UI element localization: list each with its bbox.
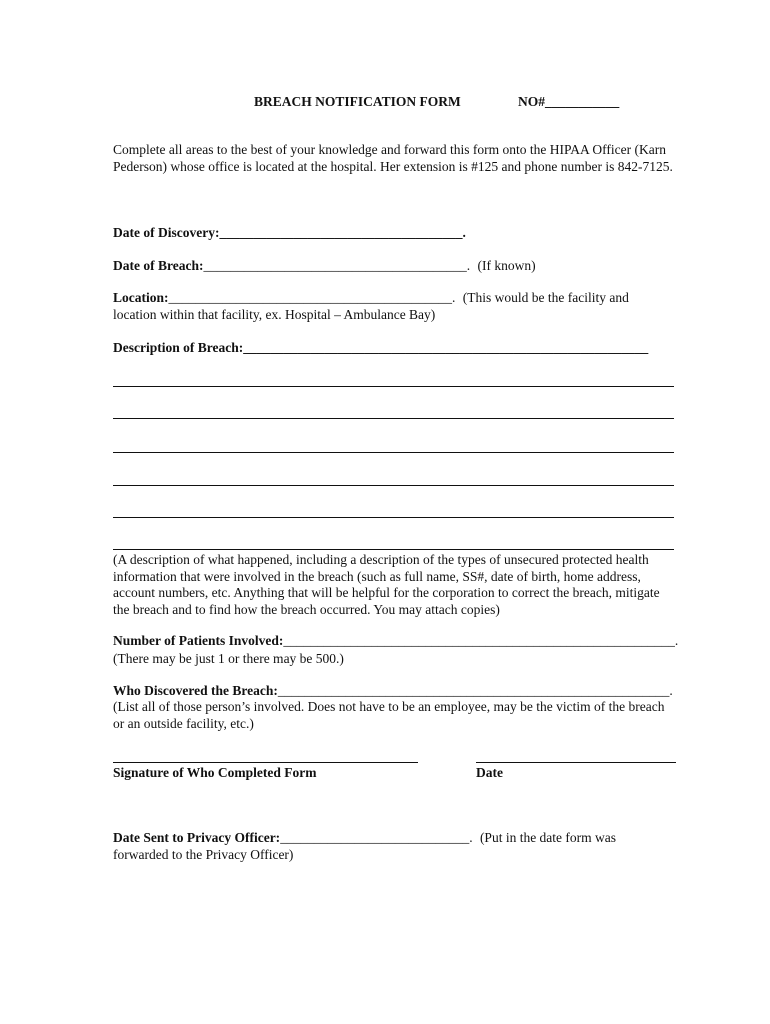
description-help: (A description of what happened, including a description of the types of unsecured protected health information that were involved in the breach (such as full name, SS#, date of birth, home address, account numbers, etc. Anything that will be helpful for the corporation to correct the breach, mitigate the breach and to find how the breach occurred. You may attach copies) [113,552,660,617]
date-of-breach-label: Date of Breach: [113,258,204,273]
description-line[interactable] [113,517,674,518]
form-number: NO#___________ [518,94,620,109]
signature-line[interactable] [113,762,418,763]
form-title: BREACH NOTIFICATION FORM [254,94,461,109]
date-label: Date [476,765,503,780]
location-note: (This would be the facility and [462,290,629,305]
date-of-breach-field[interactable]: _______________________________________. [203,258,471,273]
location-label: Location: [113,290,169,305]
description-line[interactable] [113,386,674,387]
signature-label: Signature of Who Completed Form [113,765,317,780]
patients-involved-row [113,633,678,649]
patients-involved-help: (There may be just 1 or there may be 500.) [113,651,344,666]
patients-involved-field[interactable]: __________________________________________________________. [283,633,679,648]
date-sent-row [113,830,616,846]
intro-paragraph: Complete all areas to the best of your knowledge and forward this form onto the HIPAA Officer (Karn Pederson) whose office is located at the hospital. Her extension is #125 and phone number is 842-7125. [113,142,673,174]
who-discovered-row [113,683,673,699]
date-of-breach-note: (If known) [477,258,536,273]
date-of-discovery-row [113,225,466,241]
who-discovered-help: (List all of those person’s involved. Does not have to be an employee, may be the victim of the breach or an outside facility, etc.) [113,699,665,731]
date-of-breach-row [113,258,536,274]
date-sent-label: Date Sent to Privacy Officer: [113,830,281,845]
date-sent-field[interactable]: ____________________________. [280,830,473,845]
description-line[interactable] [113,549,674,550]
date-sent-note: (Put in the date form was [479,830,617,845]
description-field[interactable]: ____________________________________________________________ [243,340,649,355]
location-note-continued: location within that facility, ex. Hospital – Ambulance Bay) [113,307,436,322]
location-row [113,290,629,306]
date-of-discovery-label: Date of Discovery: [113,225,220,240]
description-line[interactable] [113,485,674,486]
date-sent-note-continued: forwarded to the Privacy Officer) [113,847,294,862]
description-label: Description of Breach: [113,340,244,355]
description-row [113,340,648,356]
description-line[interactable] [113,418,674,419]
date-line[interactable] [476,762,676,763]
patients-involved-label: Number of Patients Involved: [113,633,284,648]
description-line[interactable] [113,452,674,453]
who-discovered-label: Who Discovered the Breach: [113,683,278,698]
date-of-discovery-field[interactable]: ____________________________________. [219,225,466,240]
who-discovered-field[interactable]: __________________________________________________________. [277,683,673,698]
location-field[interactable]: __________________________________________. [168,290,456,305]
